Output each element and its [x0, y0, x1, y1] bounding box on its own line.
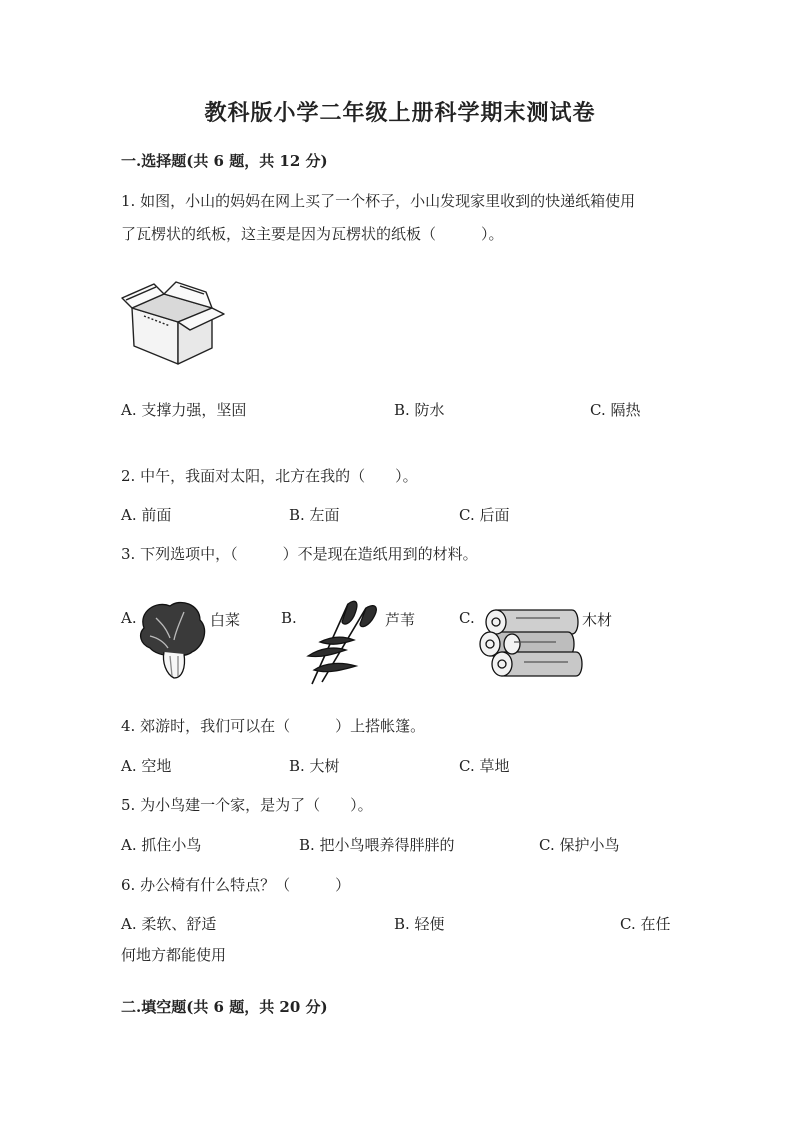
question-5-option-c: C. 保护小鸟 [539, 836, 620, 854]
question-5-option-a: A. 抓住小鸟 [121, 836, 202, 854]
question-2-option-c: C. 后面 [459, 506, 510, 524]
question-2-option-b: B. 左面 [289, 506, 340, 524]
question-6-option-c: C. 在任 [620, 915, 671, 933]
question-3: 3. 下列选项中，（ ）不是现在造纸用到的材料。 [121, 545, 478, 563]
question-6-option-b: B. 轻便 [394, 915, 445, 933]
question-6: 6. 办公椅有什么特点？（ ） [121, 876, 351, 894]
question-6-option-a: A. 柔软、舒适 [121, 915, 217, 933]
question-4: 4. 郊游时，我们可以在（ ）上搭帐篷。 [121, 717, 426, 735]
question-4-option-a: A. 空地 [121, 757, 172, 775]
question-1-option-a: A. 支撑力强，坚固 [121, 401, 247, 419]
question-3-option-a-label: 白菜 [210, 611, 241, 629]
question-1-line-1: 1. 如图，小山的妈妈在网上买了一个杯子，小山发现家里收到的快递纸箱使用 [121, 192, 636, 210]
question-5-option-b: B. 把小鸟喂养得胖胖的 [299, 836, 455, 854]
question-4-option-c: C. 草地 [459, 757, 510, 775]
question-3-option-c-letter: C. [459, 609, 475, 627]
section-heading-fill-in: 二.填空题(共 6 题，共 20 分) [121, 998, 328, 1016]
question-1-line-2: 了瓦楞状的纸板，这主要是因为瓦楞状的纸板（ ）。 [121, 225, 504, 243]
question-6-option-c-continued: 何地方都能使用 [121, 946, 227, 964]
page-title: 教科版小学二年级上册科学期末测试卷 [204, 100, 596, 126]
question-3-option-a-letter: A. [121, 609, 137, 627]
question-1-option-b: B. 防水 [394, 401, 445, 419]
question-5: 5. 为小鸟建一个家，是为了（ ）。 [121, 796, 373, 814]
section-heading-choice: 一.选择题(共 6 题，共 12 分) [121, 152, 328, 170]
question-3-option-b-label: 芦苇 [385, 611, 416, 629]
reed-icon [300, 596, 386, 688]
cabbage-icon [136, 598, 210, 684]
question-2-option-a: A. 前面 [121, 506, 172, 524]
question-3-option-b-letter: B. [281, 609, 297, 627]
question-4-option-b: B. 大树 [289, 757, 340, 775]
question-2: 2. 中午，我面对太阳，北方在我的（ ）。 [121, 467, 418, 485]
logs-icon [476, 604, 582, 678]
question-1-option-c: C. 隔热 [590, 401, 641, 419]
cardboard-box-icon [118, 278, 230, 368]
question-3-option-c-label: 木材 [582, 611, 613, 629]
